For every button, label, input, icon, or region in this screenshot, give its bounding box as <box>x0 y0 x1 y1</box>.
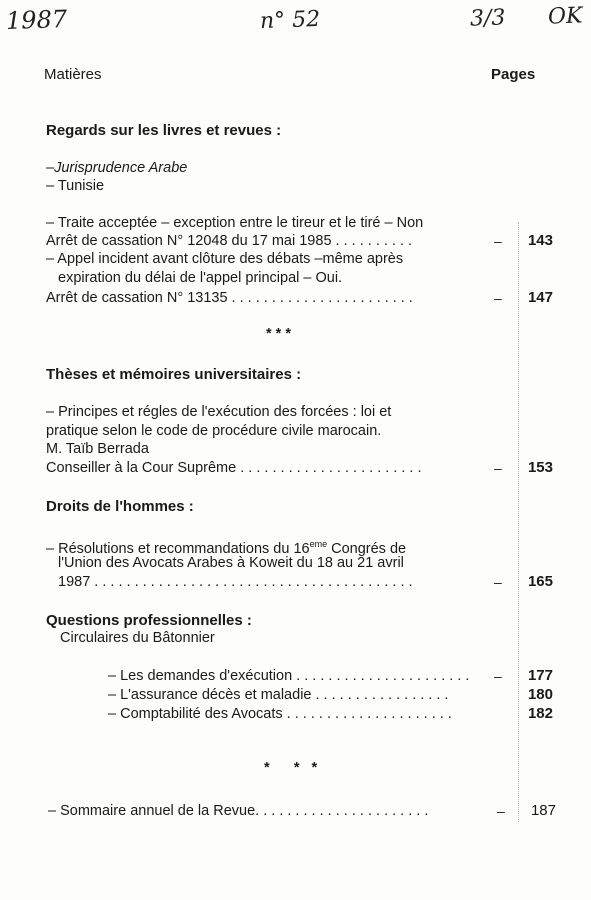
separator-stars: * * * <box>266 326 291 342</box>
entry-page-number: 177 <box>527 667 553 684</box>
entry-text: – Traite acceptée – exception entre le tireur et le tiré – Non <box>46 215 424 231</box>
entry-page-number: 143 <box>527 232 553 249</box>
entry-text: pratique selon le code de procédure civile marocain. <box>46 423 382 439</box>
entry-text: expiration du délai de l'appel principal – Oui. <box>58 270 343 286</box>
subsection-circulaires: Circulaires du Bâtonnier <box>60 630 215 646</box>
entry-dash: – <box>497 803 505 819</box>
dotted-divider <box>518 222 519 822</box>
entry-text: – Principes et régles de l'exécution des forcées : loi et <box>46 404 392 420</box>
separator-stars: * * * <box>264 760 318 776</box>
entry-page-number: 153 <box>527 459 553 476</box>
entry-text: Arrêt de cassation N° 13135 . . . . . . . . . . . . . . . . . . . . . . . <box>46 290 413 306</box>
subsection-jurisprudence: –Jurisprudence Arabe <box>46 160 188 176</box>
entry-page-number: 165 <box>527 573 553 590</box>
entry-page-number: 180 <box>527 686 553 703</box>
entry-text: 1987 . . . . . . . . . . . . . . . . . . . . . . . . . . . . . . . . . . . . . . . . <box>58 574 413 590</box>
section-title-theses: Thèses et mémoires universitaires : <box>46 366 302 383</box>
entry-text: Conseiller à la Cour Suprême . . . . . . . . . . . . . . . . . . . . . . . <box>46 460 422 476</box>
entry-text: – Les demandes d'exécution . . . . . . . . . . . . . . . . . . . . . . <box>108 668 470 684</box>
section-title-questions: Questions professionnelles : <box>46 612 252 629</box>
entry-text: – Sommaire annuel de la Revue. . . . . . . . . . . . . . . . . . . . . . <box>48 803 429 819</box>
entry-dash: – <box>494 574 502 590</box>
entry-page-number: 187 <box>530 802 556 819</box>
entry-page-number: 182 <box>527 705 553 722</box>
entry-dash: – <box>494 668 502 684</box>
entry-text: – Appel incident avant clôture des débats –même après <box>46 251 404 267</box>
section-title-droits: Droits de l'hommes : <box>46 498 194 515</box>
header-matieres: Matières <box>44 66 102 83</box>
section-title-regards: Regards sur les livres et revues : <box>46 122 282 139</box>
handwritten-pages: 3/3 <box>469 5 506 32</box>
entry-dash: – <box>494 290 502 306</box>
entry-text: – Comptabilité des Avocats . . . . . . . . . . . . . . . . . . . . . <box>108 706 452 722</box>
subsection-tunisie: – Tunisie <box>46 178 105 194</box>
entry-text: l'Union des Avocats Arabes à Koweit du 18 au 21 avril <box>58 555 404 571</box>
entry-text: – L'assurance décès et maladie . . . . . . . . . . . . . . . . . <box>108 687 449 703</box>
entry-dash: – <box>494 460 502 476</box>
header-pages: Pages <box>491 66 536 83</box>
entry-author: M. Taïb Berrada <box>46 441 149 457</box>
entry-text: – Résolutions et recommandations du 16eme Congrés de <box>46 539 407 557</box>
entry-dash: – <box>494 233 502 249</box>
handwritten-ok: OK <box>547 3 583 30</box>
handwritten-year: 1987 <box>5 4 68 36</box>
entry-text: Arrêt de cassation N° 12048 du 17 mai 1985 . . . . . . . . . . <box>46 233 413 249</box>
handwritten-number: n° 52 <box>259 6 321 35</box>
entry-page-number: 147 <box>527 289 553 306</box>
